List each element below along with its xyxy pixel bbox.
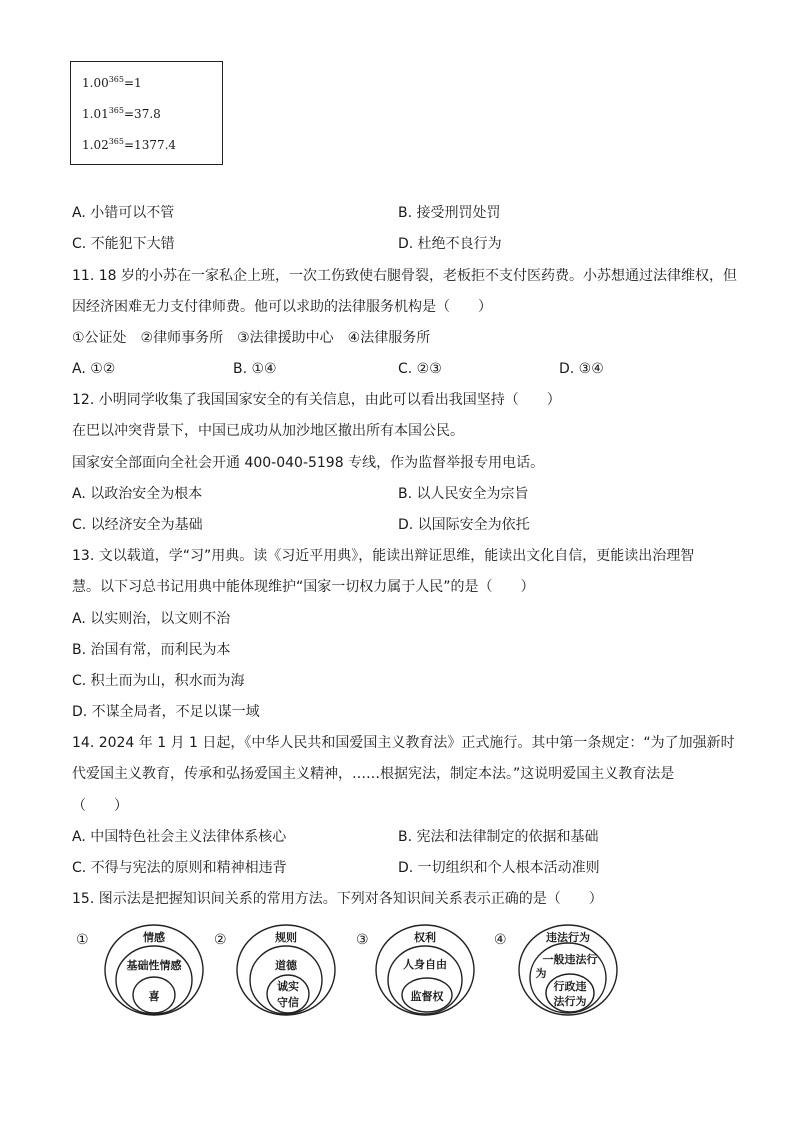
q12-option-c[interactable]: C. 以经济安全为基础 [72, 517, 203, 533]
q12-info-2: 国家安全部面向全社会开通 400-040-5198 专线，作为监督举报专用电话。 [72, 455, 545, 471]
q12-option-b[interactable]: B. 以人民安全为宗旨 [398, 486, 529, 502]
diagram-1-middle-label: 基础性情感 [126, 959, 182, 972]
q11-stem-line-2: 因经济困难无力支付律师费。他可以求助的法律服务机构是（ ） [72, 299, 492, 315]
q15-diagrams [74, 920, 644, 1020]
diagram-4-middle-label-2: 为 [535, 967, 547, 980]
q14-option-c[interactable]: C. 不得与宪法的原则和精神相违背 [72, 860, 287, 876]
q13-option-d[interactable]: D. 不谋全局者，不足以谋一域 [72, 704, 260, 720]
q14-stem-line-3: （ ） [72, 798, 128, 814]
diagram-3-middle-circle [388, 946, 462, 1014]
diagram-4-outer-label: 违法行为 [546, 931, 590, 944]
diagram-4-inner-label-1: 行政违 [553, 980, 587, 993]
q10-option-c[interactable]: C. 不能犯下大错 [72, 236, 175, 252]
diagram-4-middle-label-1: 一般违法行 [542, 953, 598, 966]
q11-option-d[interactable]: D. ③④ [559, 361, 604, 377]
diagram-3-middle-label: 人身自由 [403, 958, 447, 971]
diagram-2-number: ② [214, 932, 227, 948]
q14-option-b[interactable]: B. 宪法和法律制定的依据和基础 [398, 829, 599, 845]
diagram-4-inner-label-2: 法行为 [553, 995, 587, 1008]
diagram-2-outer-label: 规则 [275, 931, 297, 944]
formula-row-3: $1.02^{365}=1377.4$ [82, 137, 177, 152]
q11-option-c[interactable]: C. ②③ [398, 361, 442, 377]
q10-option-d[interactable]: D. 杜绝不良行为 [398, 236, 502, 252]
q14-option-d[interactable]: D. 一切组织和个人根本活动准则 [398, 860, 600, 876]
diagram-3-number: ③ [356, 932, 369, 948]
q11-stem-line-1: 11. 18 岁的小苏在一家私企上班，一次工伤致使右腿骨裂，老板拒不支付医药费。小苏想通过法律维权，但 [72, 268, 737, 284]
q13-option-c[interactable]: C. 积土而为山，积水而为海 [72, 673, 245, 689]
q14-stem-line-2: 代爱国主义教育，传承和弘扬爱国主义精神，……根据宪法，制定本法。”这说明爱国主义教育法是 [72, 766, 675, 782]
q12-option-d[interactable]: D. 以国际安全为依托 [398, 517, 530, 533]
diagram-3-inner-label: 监督权 [410, 990, 444, 1003]
diagram-3-outer-label: 权利 [414, 931, 436, 944]
diagram-2-middle-label: 道德 [275, 959, 297, 972]
formula-box [70, 61, 223, 165]
diagram-2-inner-label-2: 守信 [277, 996, 299, 1009]
q13-stem-line-1: 13. 文以载道，学“习”用典。读《习近平用典》，能读出辩证思维，能读出文化自信，更能读出治理智 [72, 548, 695, 564]
diagram-4-number: ④ [494, 932, 507, 948]
q12-info-1: 在巴以冲突背景下，中国已成功从加沙地区撤出所有本国公民。 [72, 423, 464, 439]
q11-option-a[interactable]: A. ①② [72, 361, 116, 377]
q12-stem: 12. 小明同学收集了我国国家安全的有关信息，由此可以看出我国坚持（ ） [72, 392, 561, 408]
diagram-1-outer-label: 情感 [143, 931, 165, 944]
diagram-2-inner-label-1: 诚实 [277, 980, 299, 993]
diagram-1-inner-label: 喜 [148, 990, 160, 1003]
q15-stem: 15. 图示法是把握知识间关系的常用方法。下列对各知识间关系表示正确的是（ ） [72, 891, 603, 907]
q11-option-b[interactable]: B. ①④ [233, 361, 277, 377]
q13-stem-line-2: 慧。以下习总书记用典中能体现维护“国家一切权力属于人民”的是（ ） [72, 579, 535, 595]
q11-items: ①公证处 ②律师事务所 ③法律援助中心 ④法律服务所 [72, 330, 431, 346]
q13-option-a[interactable]: A. 以实则治，以文则不治 [72, 611, 231, 627]
q12-option-a[interactable]: A. 以政治安全为根本 [72, 486, 203, 502]
q15-diagram-svg [74, 920, 644, 1020]
q14-option-a[interactable]: A. 中国特色社会主义法律体系核心 [72, 829, 287, 845]
formula-row-1: $1.00^{365}=1$ [82, 75, 142, 90]
diagram-1-number: ① [76, 932, 89, 948]
q14-stem-line-1: 14. 2024 年 1 月 1 日起，《中华人民共和国爱国主义教育法》正式施行。其中第一条规定：“为了加强新时 [72, 735, 735, 751]
q10-option-a[interactable]: A. 小错可以不管 [72, 205, 175, 221]
formula-row-2: $1.01^{365}=37.8$ [82, 106, 161, 121]
q13-option-b[interactable]: B. 治国有常，而利民为本 [72, 642, 231, 658]
diagram-1-middle-circle [116, 946, 192, 1014]
q10-option-b[interactable]: B. 接受刑罚处罚 [398, 205, 501, 221]
